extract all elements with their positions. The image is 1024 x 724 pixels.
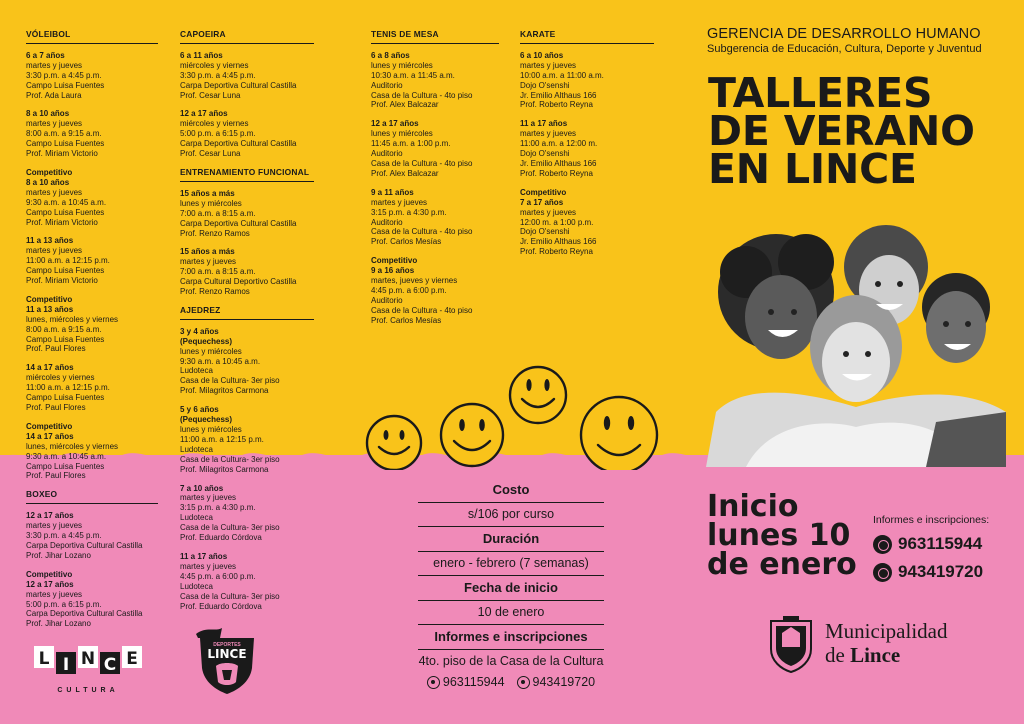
entry-line: 5:00 p.m. a 6:15 p.m. [26, 599, 102, 609]
headline-line-2: DE VERANO [708, 107, 975, 155]
whatsapp-icon [873, 535, 892, 554]
entry-line: Dojo O'senshi [520, 80, 570, 90]
entry-line: Prof. Carlos Mesías [371, 237, 442, 247]
schedule-entry [26, 109, 158, 159]
entry-line: martes y jueves [180, 257, 237, 267]
entry-line: 8:00 a.m. a 9:15 a.m. [26, 129, 102, 139]
section-title: KARATE [520, 30, 654, 44]
entry-line: 5:00 p.m. a 6:15 p.m. [180, 129, 256, 139]
entry-line: Campo Luisa Fuentes [26, 80, 105, 90]
entry-title: 9 a 16 años [371, 266, 415, 276]
entry-title: Competitivo [26, 421, 73, 431]
entry-line: Prof. Roberto Reyna [520, 168, 593, 178]
inicio-line-2: lunes 10 [707, 518, 851, 553]
contact-phone-2-number: 943419720 [898, 562, 984, 581]
lince-sub: CULTURA [57, 687, 119, 694]
lince-letter-l: L [38, 649, 50, 669]
entry-line: Prof. Eduardo Córdova [180, 601, 262, 611]
schedule-section [180, 306, 314, 611]
entry-line: martes y jueves [26, 119, 83, 129]
entry-line: Dojo O'senshi [520, 227, 570, 237]
entry-line: lunes y miércoles [180, 346, 242, 356]
entry-line: Prof. Roberto Reyna [520, 247, 593, 257]
schedule-entry [371, 256, 499, 325]
entry-title: 8 a 10 años [26, 177, 70, 187]
entry-title: 11 a 13 años [26, 236, 74, 246]
lince-letter-e: E [126, 649, 138, 669]
contact-phone-2[interactable] [873, 562, 989, 582]
schedule-column-2 [180, 26, 314, 620]
schedule-entry [520, 119, 654, 178]
entry-line: lunes y miércoles [371, 60, 433, 70]
entry-line: Prof. Miriam Victorio [26, 149, 98, 159]
entry-title: 14 a 17 años [26, 363, 74, 373]
entry-line: Jr. Emilio Althaus 166 [520, 237, 597, 247]
entry-line: Ludoteca [180, 513, 213, 523]
entry-line: Jr. Emilio Althaus 166 [520, 90, 597, 100]
contact-label: Informes e inscripciones: [873, 514, 990, 526]
muni-lince: Lince [850, 643, 901, 667]
lince-cultura-logo [30, 642, 150, 698]
deportes-name: LINCE [207, 647, 247, 661]
entry-line: martes y jueves [26, 246, 83, 256]
entry-line: 9:30 a.m. a 10:45 a.m. [26, 197, 107, 207]
schedule-column-4 [520, 26, 654, 266]
info-phone-2[interactable] [517, 675, 596, 689]
entry-line: Campo Luisa Fuentes [26, 334, 105, 344]
entry-line: miércoles y viernes [180, 119, 249, 129]
municipal-shield-logo [767, 615, 815, 673]
entry-line: Prof. Jihar Lozano [26, 550, 91, 560]
section-title: ENTRENAMIENTO FUNCIONAL [180, 168, 314, 182]
entry-line: 3:30 p.m. a 4:45 p.m. [26, 70, 102, 80]
entry-line: Dojo O'senshi [520, 149, 570, 159]
entry-title: Competitivo [26, 569, 73, 579]
smileys-decoration [362, 365, 662, 470]
section-title: TENIS DE MESA [371, 30, 499, 44]
entry-line: Prof. Jihar Lozano [26, 619, 91, 629]
entry-line: Prof. Miriam Victorio [26, 217, 98, 227]
schedule-entry [26, 363, 158, 413]
entry-title: (Pequechess) [180, 415, 233, 425]
entry-line: Ludoteca [180, 444, 213, 454]
entry-title: 5 y 6 años [180, 405, 219, 415]
info-box [418, 478, 604, 689]
schedule-column-1 [26, 26, 158, 638]
main-headline [708, 69, 975, 193]
schedule-entry [180, 51, 314, 101]
entry-line: Auditorio [371, 217, 403, 227]
schedule-entry [26, 236, 158, 286]
entry-line: 9:30 a.m. a 10:45 a.m. [180, 356, 261, 366]
entry-line: Carpa Deportiva Cultural Castilla [26, 609, 143, 619]
entry-title: Competitivo [26, 294, 73, 304]
gerencia-title: GERENCIA DE DESARROLLO HUMANO [707, 26, 981, 42]
schedule-entry [180, 247, 314, 297]
schedule-entry [520, 188, 654, 257]
schedule-entry [26, 168, 158, 227]
entry-title: (Pequechess) [180, 336, 233, 346]
section-title: AJEDREZ [180, 306, 314, 320]
entry-title: 14 a 17 años [26, 431, 74, 441]
entry-title: 11 a 17 años [520, 119, 568, 129]
entry-line: 11:00 a.m. a 12:15 p.m. [26, 383, 110, 393]
entry-line: Casa de la Cultura - 4to piso [371, 158, 473, 168]
entry-title: 8 a 10 años [26, 109, 70, 119]
schedule-section [26, 30, 158, 481]
entry-line: 3:15 p.m. a 4:30 p.m. [180, 503, 256, 513]
entry-line: Carpa Deportiva Cultural Castilla [26, 540, 143, 550]
entry-line: lunes, miércoles y viernes [26, 314, 119, 324]
entry-line: Prof. Milagritos Carmona [180, 464, 269, 474]
lince-letter-i: I [62, 655, 70, 675]
entry-title: 9 a 11 años [371, 187, 414, 197]
whatsapp-icon [427, 676, 440, 689]
entry-line: Prof. Paul Flores [26, 471, 86, 481]
schedule-entry [26, 51, 158, 101]
contact-block [873, 514, 989, 582]
entry-line: martes y jueves [180, 493, 237, 503]
entry-line: Auditorio [371, 149, 403, 159]
schedule-entry [180, 552, 314, 611]
entry-line: 11:00 a.m. a 12:15 p.m. [180, 434, 264, 444]
entry-line: 9:30 a.m. a 10:45 a.m. [26, 451, 107, 461]
section-title: CAPOEIRA [180, 30, 314, 44]
entry-line: 7:00 a.m. a 8:15 a.m. [180, 267, 256, 277]
schedule-entry [180, 484, 314, 543]
inicio-announcement [707, 489, 857, 582]
entry-line: lunes, miércoles y viernes [26, 441, 119, 451]
entry-line: Carpa Deportiva Cultural Castilla [180, 80, 297, 90]
entry-line: Campo Luisa Fuentes [26, 207, 105, 217]
entry-line: Prof. Renzo Ramos [180, 287, 250, 297]
deportes-lince-logo [192, 624, 262, 696]
entry-line: martes y jueves [520, 60, 577, 70]
entry-line: Prof. Miriam Victorio [26, 276, 98, 286]
entry-line: Prof. Carlos Mesías [371, 315, 442, 325]
entry-line: Prof. Eduardo Córdova [180, 533, 262, 543]
municipalidad-logo [767, 615, 967, 675]
entry-line: Campo Luisa Fuentes [26, 393, 105, 403]
entry-title: 15 años a más [180, 188, 235, 198]
entry-line: 11:45 a.m. a 1:00 p.m. [371, 139, 451, 149]
entry-title: Competitivo [26, 167, 73, 177]
entry-line: 7:00 a.m. a 8:15 a.m. [180, 208, 256, 218]
informes-value: 4to. piso de la Casa de la Cultura [418, 654, 604, 668]
entry-line: martes y jueves [520, 207, 577, 217]
fecha-label: Fecha de inicio [418, 576, 604, 601]
schedule-entry [180, 405, 314, 474]
entry-line: martes y jueves [26, 60, 83, 70]
kids-photo [706, 212, 1006, 467]
section-title: BOXEO [26, 490, 158, 504]
entry-line: Prof. Paul Flores [26, 344, 86, 354]
entry-line: 3:30 p.m. a 4:45 p.m. [26, 531, 102, 541]
entry-title: Competitivo [520, 187, 567, 197]
duracion-label: Duración [418, 527, 604, 552]
schedule-entry [26, 511, 158, 561]
entry-line: 3:30 p.m. a 4:45 p.m. [180, 70, 256, 80]
info-phone-1[interactable] [427, 675, 505, 689]
entry-line: Casa de la Cultura- 3er piso [180, 454, 280, 464]
entry-line: 10:00 a.m. a 11:00 a.m. [520, 70, 604, 80]
entry-line: Prof. Ada Laura [26, 90, 82, 100]
entry-line: martes y jueves [26, 589, 83, 599]
entry-title: 15 años a más [180, 247, 235, 257]
entry-line: martes y jueves [26, 521, 83, 531]
info-phone-1-number: 963115944 [442, 675, 505, 689]
entry-line: Casa de la Cultura - 4to piso [371, 90, 473, 100]
entry-title: 6 a 7 años [26, 50, 65, 60]
duracion-value: enero - febrero (7 semanas) [418, 552, 604, 576]
info-phones [418, 675, 604, 689]
entry-title: 3 y 4 años [180, 326, 219, 336]
schedule-section [520, 30, 654, 257]
entry-line: Casa de la Cultura - 4to piso [371, 227, 473, 237]
entry-line: Prof. Roberto Reyna [520, 100, 593, 110]
entry-line: Campo Luisa Fuentes [26, 461, 105, 471]
entry-line: lunes y miércoles [180, 425, 242, 434]
entry-line: Campo Luisa Fuentes [26, 266, 105, 276]
headline-line-3: EN LINCE [708, 145, 917, 193]
entry-line: Casa de la Cultura- 3er piso [180, 376, 280, 386]
entry-line: 3:15 p.m. a 4:30 p.m. [371, 207, 447, 217]
entry-line: Carpa Cultural Deportivo Castilla [180, 277, 297, 287]
schedule-section [180, 30, 314, 159]
schedule-entry [520, 51, 654, 110]
entry-line: Prof. Milagritos Carmona [180, 386, 269, 396]
schedule-entry [26, 422, 158, 481]
entry-line: 8:00 a.m. a 9:15 a.m. [26, 324, 102, 334]
costo-label: Costo [418, 478, 604, 503]
schedule-entry [371, 119, 499, 178]
entry-line: 11:00 a.m. a 12:00 m. [520, 139, 598, 149]
entry-title: 6 a 10 años [520, 50, 564, 60]
entry-line: Prof. Alex Balcazar [371, 168, 439, 178]
entry-title: Competitivo [371, 256, 418, 266]
whatsapp-icon [517, 676, 530, 689]
entry-line: miércoles y viernes [26, 373, 95, 383]
schedule-entry [371, 188, 499, 247]
entry-line: Carpa Deportiva Cultural Castilla [180, 218, 297, 228]
entry-title: 12 a 17 años [26, 511, 74, 521]
schedule-entry [180, 109, 314, 159]
inicio-line-1: Inicio [707, 489, 799, 524]
entry-line: martes y jueves [520, 129, 577, 139]
schedule-section [180, 168, 314, 297]
schedule-entry [371, 51, 499, 110]
entry-title: 7 a 10 años [180, 483, 224, 493]
entry-line: Prof. Paul Flores [26, 403, 86, 412]
entry-line: 12:00 m. a 1:00 p.m. [520, 217, 594, 227]
headline-line-1: TALLERES [708, 69, 933, 117]
entry-line: martes y jueves [180, 561, 237, 571]
costo-value: s/106 por curso [418, 503, 604, 527]
schedule-entry [26, 570, 158, 629]
entry-title: 11 a 13 años [26, 304, 74, 314]
muni-line-1: Municipalidad [825, 619, 948, 643]
municipalidad-name [825, 619, 947, 667]
inicio-line-3: de enero [707, 547, 857, 582]
whatsapp-icon [873, 563, 892, 582]
entry-title: 6 a 8 años [371, 50, 410, 60]
entry-line: Prof. Alex Balcazar [371, 100, 439, 110]
entry-line: martes y jueves [26, 187, 83, 197]
entry-line: Prof. Cesar Luna [180, 149, 241, 159]
entry-line: Prof. Renzo Ramos [180, 228, 250, 238]
info-phone-2-number: 943419720 [532, 675, 596, 689]
contact-phone-1[interactable] [873, 534, 989, 554]
informes-label: Informes e inscripciones [418, 625, 604, 650]
schedule-section [26, 490, 158, 629]
schedule-column-3 [371, 26, 499, 335]
schedule-section [371, 30, 499, 326]
entry-title: 12 a 17 años [180, 109, 228, 119]
entry-line: Auditorio [371, 295, 403, 305]
entry-title: 11 a 17 años [180, 551, 228, 561]
muni-de: de [825, 643, 845, 667]
entry-line: lunes y miércoles [371, 129, 433, 139]
contact-phone-1-number: 963115944 [898, 534, 983, 553]
subgerencia-title: Subgerencia de Educación, Cultura, Deporte y Juventud [707, 43, 982, 55]
entry-line: 10:30 a.m. a 11:45 a.m. [371, 70, 455, 80]
entry-line: Casa de la Cultura- 3er piso [180, 591, 280, 601]
entry-line: Jr. Emilio Althaus 166 [520, 158, 597, 168]
entry-title: 12 a 17 años [26, 579, 74, 589]
entry-line: Casa de la Cultura - 4to piso [371, 305, 473, 315]
deportes-top: DEPORTES [213, 642, 241, 648]
entry-line: Ludoteca [180, 366, 213, 376]
entry-line: Auditorio [371, 80, 403, 90]
entry-line: martes y jueves [371, 197, 428, 207]
entry-line: 4:45 p.m. a 6:00 p.m. [371, 285, 447, 295]
entry-line: Ludoteca [180, 581, 213, 591]
entry-line: Campo Luisa Fuentes [26, 139, 105, 149]
muni-line-2 [825, 643, 947, 667]
entry-title: 12 a 17 años [371, 119, 419, 129]
schedule-entry [26, 295, 158, 354]
entry-line: Prof. Cesar Luna [180, 90, 241, 100]
entry-line: 11:00 a.m. a 12:15 p.m. [26, 256, 110, 266]
section-title: VÓLEIBOL [26, 30, 158, 44]
entry-line: Casa de la Cultura- 3er piso [180, 523, 280, 533]
entry-line: miércoles y viernes [180, 60, 249, 70]
entry-title: 7 a 17 años [520, 197, 564, 207]
gerencia-header [707, 26, 1007, 55]
lince-letter-c: C [103, 655, 117, 675]
entry-title: 6 a 11 años [180, 50, 223, 60]
entry-line: martes, jueves y viernes [371, 276, 458, 286]
entry-line: 4:45 p.m. a 6:00 p.m. [180, 571, 256, 581]
lince-letter-n: N [80, 649, 96, 669]
entry-line: lunes y miércoles [180, 198, 242, 208]
entry-line: Carpa Deportiva Cultural Castilla [180, 139, 297, 149]
schedule-entry [180, 189, 314, 239]
fecha-value: 10 de enero [418, 601, 604, 625]
schedule-entry [180, 327, 314, 396]
